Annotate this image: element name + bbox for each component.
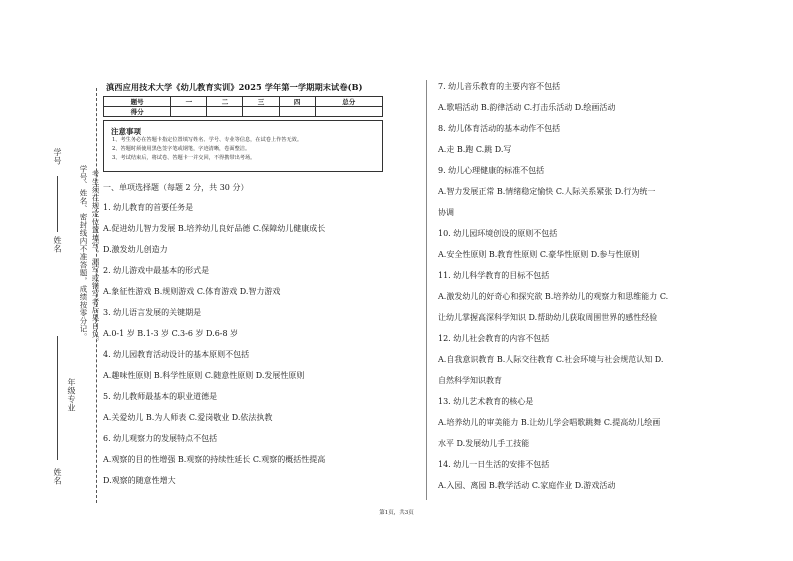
binding-instruction-2: 考生须在规定位置填写，漏写或错写者后果自负。 xyxy=(91,170,100,346)
score-cell[interactable] xyxy=(315,107,382,117)
question-line: A.入园、离园 B.教学活动 C.家庭作业 D.游戏活动 xyxy=(438,481,616,490)
question-line: A.智力发展正常 B.情绪稳定愉快 C.人际关系紧张 D.行为统一 xyxy=(438,187,656,196)
question-line: 协调 xyxy=(438,208,454,217)
score-cell[interactable] xyxy=(207,107,243,117)
question-line: 5. 幼儿教师最基本的职业道德是 xyxy=(103,392,218,401)
binding-major-label: 年级专业 xyxy=(67,378,76,412)
question-line: A.关爱幼儿 B.为人师表 C.爱岗敬业 D.依法执教 xyxy=(103,413,273,422)
question-line: A.促进幼儿智力发展 B.培养幼儿良好品德 C.保障幼儿健康成长 xyxy=(103,224,326,233)
binding-class-label: 姓名 xyxy=(53,236,62,253)
question-line: 2. 幼儿游戏中最基本的形式是 xyxy=(103,266,210,275)
section-title: 一、单项选择题（每题 2 分，共 30 分） xyxy=(103,183,249,192)
question-line: 7. 幼儿音乐教育的主要内容不包括 xyxy=(438,82,561,91)
column-divider xyxy=(426,80,427,500)
score-row-label: 得分 xyxy=(104,107,171,117)
question-line: 6. 幼儿观察力的发展特点不包括 xyxy=(103,434,218,443)
notice-item: 3、考试结束后，将试卷、答题卡一并交回，不得携带出考场。 xyxy=(112,155,256,161)
question-line: 10. 幼儿园环境创设的原则不包括 xyxy=(438,229,558,238)
question-line: A.激发幼儿的好奇心和探究欲 B.培养幼儿的观察力和思维能力 C. xyxy=(438,292,669,301)
question-line: A.安全性原则 B.教育性原则 C.豪华性原则 D.参与性原则 xyxy=(438,250,640,259)
question-line: 4. 幼儿园教育活动设计的基本原则不包括 xyxy=(103,350,250,359)
score-header-4: 四 xyxy=(279,97,315,107)
page-number: 第1页，共3页 xyxy=(379,510,414,516)
question-line: D.激发幼儿创造力 xyxy=(103,245,168,254)
question-line: A.观察的目的性增强 B.观察的持续性延长 C.观察的概括性提高 xyxy=(103,455,326,464)
binding-id-label: 学号 xyxy=(53,148,62,165)
notice-item: 2、答题时须使用黑色签字笔或钢笔，字迹清晰，卷面整洁。 xyxy=(112,146,251,152)
question-line: A.走 B.跑 C.跳 D.写 xyxy=(438,145,512,154)
score-cell[interactable] xyxy=(171,107,207,117)
binding-dashed-line xyxy=(96,88,97,503)
question-line: 13. 幼儿艺术教育的核心是 xyxy=(438,397,534,406)
class-fill-line xyxy=(57,176,58,232)
score-cell[interactable] xyxy=(279,107,315,117)
question-line: A.0-1 岁 B.1-3 岁 C.3-6 岁 D.6-8 岁 xyxy=(103,329,239,338)
question-line: D.观察的随意性增大 xyxy=(103,476,176,485)
score-cell[interactable] xyxy=(243,107,279,117)
score-table xyxy=(103,96,383,117)
binding-instruction-1: 学号、姓名、密封线内不准答题，成绩按零分记。 xyxy=(79,165,88,341)
score-header-total: 总分 xyxy=(315,97,382,107)
question-line: A.趣味性原则 B.科学性原则 C.随意性原则 D.发展性原则 xyxy=(103,371,305,380)
question-line: 11. 幼儿科学教育的目标不包括 xyxy=(438,271,550,280)
question-line: 水平 D.发展幼儿手工技能 xyxy=(438,439,530,448)
question-line: 让幼儿掌握高深科学知识 D.帮助幼儿获取周围世界的感性经验 xyxy=(438,313,658,322)
question-line: 3. 幼儿语言发展的关键期是 xyxy=(103,308,202,317)
question-line: 8. 幼儿体育活动的基本动作不包括 xyxy=(438,124,561,133)
notice-item: 1、考生务必在答题卡指定位置填写姓名、学号、专业等信息，在试卷上作答无效。 xyxy=(112,137,303,143)
notice-title: 注意事项 xyxy=(111,127,141,136)
exam-title: 滇西应用技术大学《幼儿教育实训》2025 学年第一学期期末试卷(B) xyxy=(106,82,363,92)
question-line: A.歌唱活动 B.韵律活动 C.打击乐活动 D.绘画活动 xyxy=(438,103,616,112)
question-line: 自然科学知识教育 xyxy=(438,376,502,385)
question-line: 1. 幼儿教育的首要任务是 xyxy=(103,203,194,212)
question-line: A.象征性游戏 B.规则游戏 C.体育游戏 D.智力游戏 xyxy=(103,287,281,296)
question-line: A.自我意识教育 B.人际交往教育 C.社会环境与社会规范认知 D. xyxy=(438,355,664,364)
question-line: A.培养幼儿的审美能力 B.让幼儿学会唱歌跳舞 C.提高幼儿绘画 xyxy=(438,418,661,427)
question-line: 14. 幼儿一日生活的安排不包括 xyxy=(438,460,550,469)
name-fill-line xyxy=(57,336,58,460)
question-line: 9. 幼儿心理健康的标准不包括 xyxy=(438,166,545,175)
score-header-number: 题号 xyxy=(104,97,171,107)
question-line: 12. 幼儿社会教育的内容不包括 xyxy=(438,334,550,343)
score-header-1: 一 xyxy=(171,97,207,107)
notice-box xyxy=(103,120,383,172)
binding-name-label: 姓名 xyxy=(53,468,62,485)
score-header-3: 三 xyxy=(243,97,279,107)
score-header-2: 二 xyxy=(207,97,243,107)
